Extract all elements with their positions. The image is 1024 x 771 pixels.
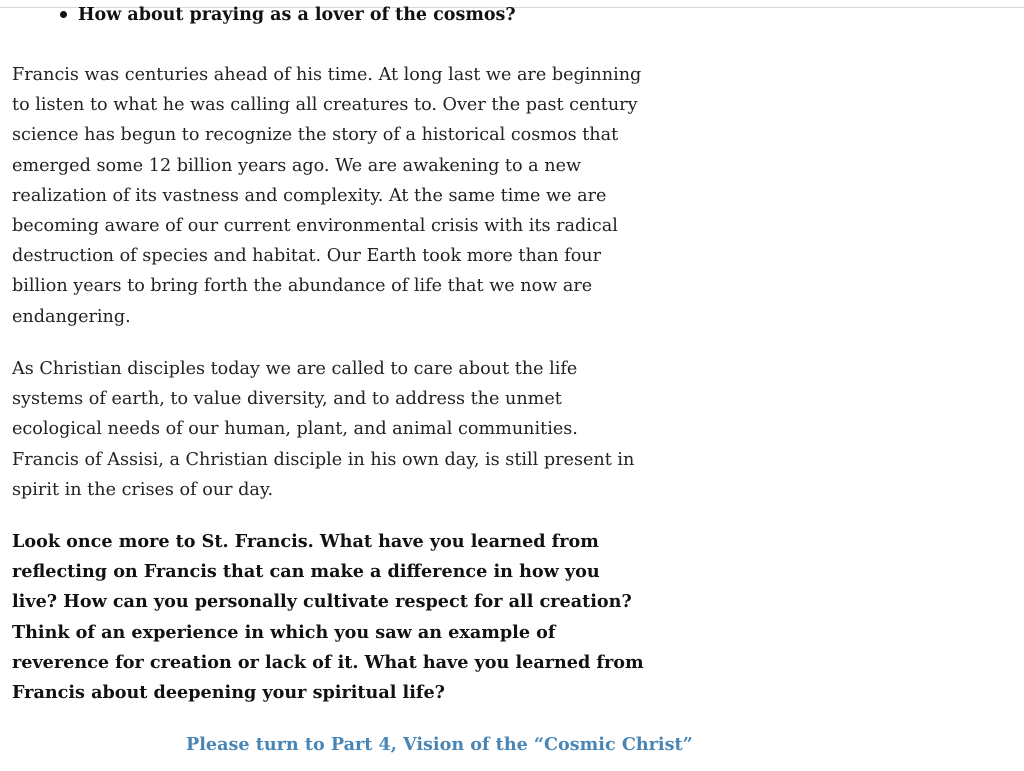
paragraph-francis-ahead-of-time: Francis was centuries ahead of his time. At long last we are beginning to listen to what he was calling all creatures to. Over the past century science has begun to recognize the story of a historical cosmos that emerged some 12 billion years ago. We are awakening to a new realization of its vastness and complexity. At the same time we are becoming aware of our current environmental crisis with its radical destruction of species and habitat. Our Earth took more than four billion years to bring forth the abundance of life that we now are endangering. [12, 65, 642, 327]
next-part-link[interactable]: Please turn to Part 4, Vision of the “Cosmic Christ” [186, 734, 693, 755]
list-item: How about praying as a lover of the cosmos? [78, 2, 644, 28]
paragraph-christian-disciples: As Christian disciples today we are called to care about the life systems of earth, to value diversity, and to address the unmet ecological needs of our human, plant, and animal communities. Francis of Assisi, a Christian disciple in his own day, is still present in spirit in the crises of our day. [12, 359, 635, 500]
article-content [12, 0, 644, 704]
paragraph-reflection-questions: Look once more to St. Francis. What have you learned from reflecting on Francis that can make a difference in how you live? How can you personally cultivate respect for all creation? Think of an experience in which you saw an example of reverence for creation or lack of it. What have you learned from Francis about deepening your spiritual life? [12, 531, 644, 704]
reflection-question-list [12, 2, 644, 28]
